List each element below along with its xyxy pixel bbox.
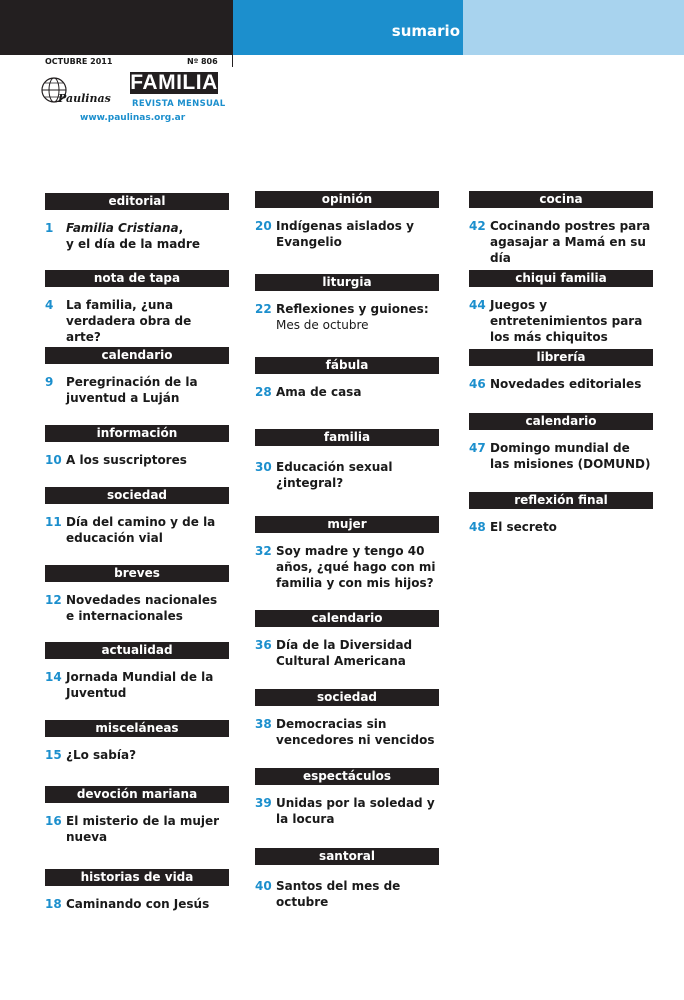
section-header: reflexión final bbox=[469, 492, 653, 509]
toc-section bbox=[255, 689, 439, 748]
page-number: 30 bbox=[255, 460, 272, 474]
section-header: cocina bbox=[469, 191, 653, 208]
entry-title: El misterio de la mujer nueva bbox=[66, 814, 220, 844]
page-number: 47 bbox=[469, 441, 486, 455]
section-header: calendario bbox=[45, 347, 229, 364]
toc-entry[interactable] bbox=[45, 592, 229, 624]
page-number: 15 bbox=[45, 748, 62, 762]
entry-title: Novedades nacionales e internacionales bbox=[66, 593, 218, 623]
section-header: librería bbox=[469, 349, 653, 366]
page-number: 22 bbox=[255, 302, 272, 316]
masthead-light-bar bbox=[463, 0, 684, 55]
entry-title: Santos del mes de octubre bbox=[276, 879, 401, 909]
section-header: calendario bbox=[469, 413, 653, 430]
toc-section bbox=[469, 349, 653, 392]
section-header: devoción mariana bbox=[45, 786, 229, 803]
entry-title: Reflexiones y guiones: bbox=[276, 302, 429, 316]
page-number: 14 bbox=[45, 670, 62, 684]
entry-title: Indígenas aislados y Evangelio bbox=[276, 219, 414, 249]
page-number: 46 bbox=[469, 377, 486, 391]
toc-section bbox=[469, 492, 653, 535]
section-header: sociedad bbox=[255, 689, 439, 706]
entry-title: Democracias sin vencedores ni vencidos bbox=[276, 717, 435, 747]
section-header: santoral bbox=[255, 848, 439, 865]
entry-title: Jornada Mundial de la Juventud bbox=[66, 670, 214, 700]
page-number: 4 bbox=[45, 298, 54, 312]
toc-entry[interactable] bbox=[45, 514, 229, 546]
entry-title: Juegos y entretenimientos para los más chiquitos bbox=[490, 298, 643, 344]
page-number: 38 bbox=[255, 717, 272, 731]
toc-entry[interactable] bbox=[255, 218, 439, 250]
page-number: 20 bbox=[255, 219, 272, 233]
toc-section bbox=[469, 270, 653, 345]
masthead-dark-bar bbox=[0, 0, 233, 55]
toc-entry[interactable] bbox=[255, 795, 439, 827]
website-link[interactable]: www.paulinas.org.ar bbox=[80, 113, 186, 123]
toc-section bbox=[45, 487, 229, 546]
toc-entry[interactable] bbox=[45, 220, 229, 252]
section-header: editorial bbox=[45, 193, 229, 210]
divider bbox=[232, 55, 233, 67]
entry-title: Día de la Diversidad Cultural Americana bbox=[276, 638, 413, 668]
toc-entry[interactable] bbox=[45, 896, 229, 912]
toc-entry[interactable] bbox=[255, 301, 439, 333]
section-header: mujer bbox=[255, 516, 439, 533]
entry-title: Día del camino y de la educación vial bbox=[66, 515, 216, 545]
entry-title: y el día de la madre bbox=[66, 237, 200, 251]
issue-number: Nº 806 bbox=[187, 57, 218, 66]
section-header: fábula bbox=[255, 357, 439, 374]
section-header: historias de vida bbox=[45, 869, 229, 886]
section-header: chiqui familia bbox=[469, 270, 653, 287]
toc-section bbox=[45, 347, 229, 406]
toc-entry[interactable] bbox=[255, 543, 439, 591]
entry-title: Educación sexual ¿integral? bbox=[276, 460, 393, 490]
toc-entry[interactable] bbox=[255, 716, 439, 748]
toc-section bbox=[255, 357, 439, 400]
page-number: 42 bbox=[469, 219, 486, 233]
toc-section bbox=[255, 274, 439, 333]
section-header: calendario bbox=[255, 610, 439, 627]
toc-section bbox=[469, 191, 653, 266]
magazine-subtitle: REVISTA MENSUAL bbox=[132, 99, 226, 109]
entry-title: El secreto bbox=[490, 520, 557, 534]
toc-section bbox=[45, 786, 229, 845]
toc-entry[interactable] bbox=[45, 813, 229, 845]
page-number: 11 bbox=[45, 515, 62, 529]
page-number: 16 bbox=[45, 814, 62, 828]
entry-title-italic: Familia Cristiana bbox=[66, 221, 179, 235]
toc-entry[interactable] bbox=[255, 878, 439, 910]
page-number: 28 bbox=[255, 385, 272, 399]
toc-entry[interactable] bbox=[45, 297, 229, 345]
section-header: información bbox=[45, 425, 229, 442]
toc-entry[interactable] bbox=[469, 519, 653, 535]
section-header: sociedad bbox=[45, 487, 229, 504]
toc-section bbox=[45, 565, 229, 624]
toc-entry[interactable] bbox=[255, 384, 439, 400]
section-header: liturgia bbox=[255, 274, 439, 291]
toc-entry[interactable] bbox=[45, 747, 229, 763]
toc-section bbox=[45, 270, 229, 345]
entry-title: ¿Lo sabía? bbox=[66, 748, 137, 762]
entry-subtitle: Mes de octubre bbox=[276, 318, 369, 332]
section-header: actualidad bbox=[45, 642, 229, 659]
entry-title: Ama de casa bbox=[276, 385, 362, 399]
entry-title: Caminando con Jesús bbox=[66, 897, 210, 911]
toc-entry[interactable] bbox=[45, 669, 229, 701]
section-header: espectáculos bbox=[255, 768, 439, 785]
page-number: 32 bbox=[255, 544, 272, 558]
toc-section bbox=[255, 768, 439, 827]
toc-section bbox=[255, 429, 439, 491]
toc-section bbox=[45, 642, 229, 701]
section-label: sumario bbox=[391, 22, 460, 40]
page-number: 36 bbox=[255, 638, 272, 652]
toc-section bbox=[255, 848, 439, 910]
toc-section bbox=[469, 413, 653, 472]
section-header: misceláneas bbox=[45, 720, 229, 737]
toc-section bbox=[45, 720, 229, 763]
toc-entry[interactable] bbox=[469, 218, 653, 266]
section-header: breves bbox=[45, 565, 229, 582]
toc-entry[interactable] bbox=[469, 440, 653, 472]
page-number: 44 bbox=[469, 298, 486, 312]
entry-title: Unidas por la soledad y la locura bbox=[276, 796, 435, 826]
page-number: 12 bbox=[45, 593, 62, 607]
toc-section bbox=[255, 191, 439, 250]
entry-title: Novedades editoriales bbox=[490, 377, 642, 391]
toc-entry[interactable] bbox=[255, 459, 439, 491]
page-number: 48 bbox=[469, 520, 486, 534]
entry-title-punct: , bbox=[178, 221, 184, 235]
toc-section bbox=[255, 610, 439, 669]
toc-section bbox=[45, 425, 229, 468]
toc-section bbox=[255, 516, 439, 591]
section-header: opinión bbox=[255, 191, 439, 208]
toc-entry[interactable] bbox=[45, 374, 229, 406]
section-header: familia bbox=[255, 429, 439, 446]
page-number: 9 bbox=[45, 375, 54, 389]
toc-section bbox=[45, 193, 229, 252]
toc-section bbox=[45, 869, 229, 912]
page-number: 18 bbox=[45, 897, 62, 911]
entry-title: A los suscriptores bbox=[66, 453, 187, 467]
entry-title: Peregrinación de la juventud a Luján bbox=[66, 375, 198, 405]
entry-title: Soy madre y tengo 40 años, ¿qué hago con mi familia y con mis hijos? bbox=[276, 544, 436, 590]
toc-entry[interactable] bbox=[469, 376, 653, 392]
page-number: 40 bbox=[255, 879, 272, 893]
section-header: nota de tapa bbox=[45, 270, 229, 287]
issue-date: OCTUBRE 2011 bbox=[45, 57, 113, 66]
page-number: 10 bbox=[45, 453, 62, 467]
toc-entry[interactable] bbox=[469, 297, 653, 345]
toc-entry[interactable] bbox=[255, 637, 439, 669]
entry-title: La familia, ¿una verdadera obra de arte? bbox=[66, 298, 192, 344]
toc-entry[interactable] bbox=[45, 452, 229, 468]
publisher-logo: Paulinas bbox=[58, 92, 111, 105]
page-number: 39 bbox=[255, 796, 272, 810]
entry-title: Domingo mundial de las misiones (DOMUND) bbox=[490, 441, 651, 471]
magazine-logo: FAMILIA bbox=[130, 71, 218, 94]
entry-title: Cocinando postres para agasajar a Mamá en su día bbox=[490, 219, 651, 265]
page-number: 1 bbox=[45, 221, 54, 235]
